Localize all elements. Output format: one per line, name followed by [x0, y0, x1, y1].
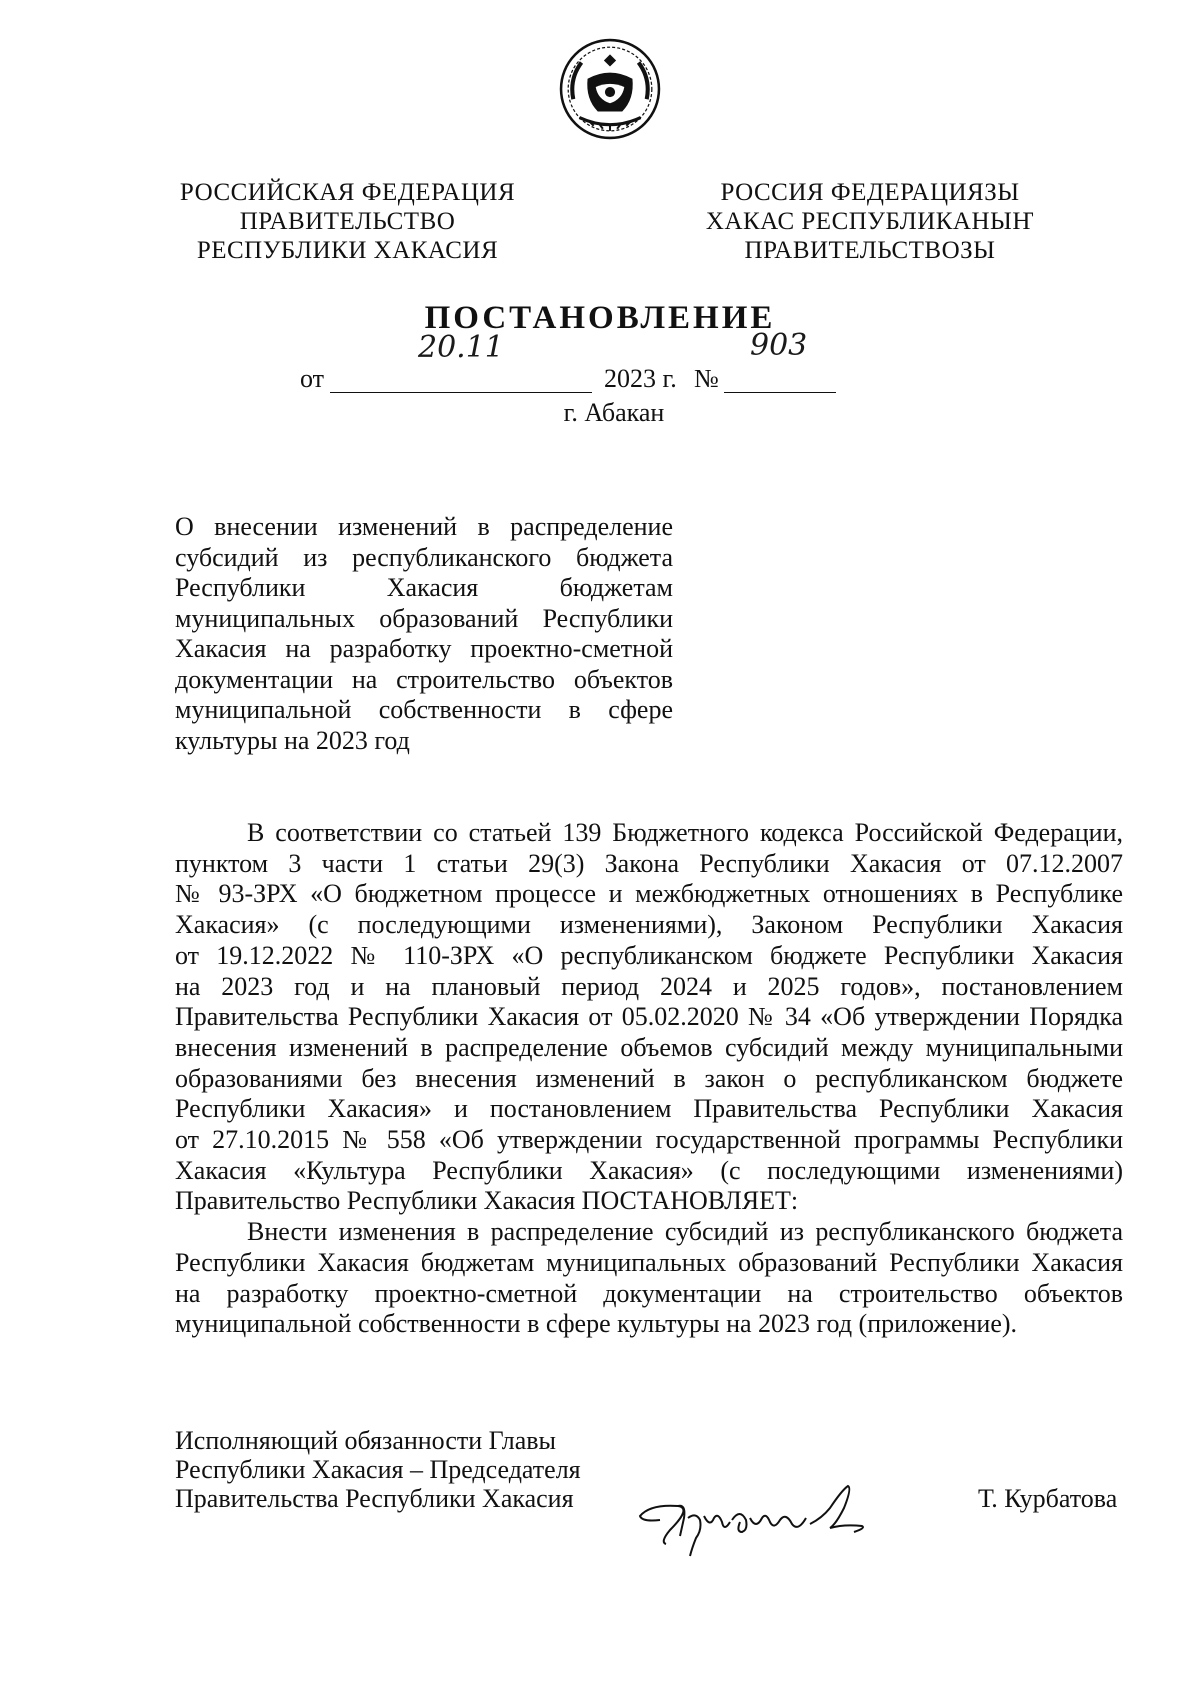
header-left-line-3: РЕСПУБЛИКИ ХАКАСИЯ	[196, 237, 499, 264]
header-right-line-3: ПРАВИТЕЛЬСТВОЗЫ	[744, 237, 996, 264]
subject-line: Хакасия на разработку проектно-сметной	[175, 634, 673, 663]
date-handwritten: 20.11	[418, 330, 504, 365]
header-right-line-1: РОССИЯ ФЕДЕРАЦИЯЗЫ	[720, 179, 1020, 206]
handwritten-signature-icon	[630, 1478, 890, 1558]
body-line: образованиями без внесения изменений в закон о республиканском бюджете	[175, 1063, 1123, 1093]
header-left	[175, 178, 520, 265]
body-line: от 27.10.2015 № 558 «Об утверждении государственной программы Республики	[175, 1125, 1123, 1155]
body-line: Правительства Республики Хакасия от 05.02.2020 № 34 «Об утверждении Порядка	[175, 1002, 1123, 1032]
coat-of-arms-icon	[559, 38, 661, 140]
signatory-position	[175, 1426, 581, 1513]
subject-block	[175, 512, 673, 756]
city-label: г. Абакан	[563, 398, 665, 427]
number-label: №	[694, 364, 719, 393]
body-text	[175, 818, 1123, 1340]
number-handwritten: 903	[750, 328, 808, 363]
body-line: Хакасия «Культура Республики Хакасия» (с последующими изменениями)	[175, 1155, 1123, 1185]
signatory-name: Т. Курбатова	[978, 1484, 1118, 1513]
body-line: пунктом 3 части 1 статьи 29(3) Закона Республики Хакасия от 07.12.2007	[175, 848, 1123, 878]
body-line: № 93-ЗРХ «О бюджетном процессе и межбюджетных отношениях в Республике	[175, 879, 1123, 909]
body-line: на разработку проектно-сметной документации на строительство объектов	[175, 1278, 1123, 1308]
subject-line: документации на строительство объектов	[175, 664, 673, 694]
date-from-label: от	[300, 364, 325, 393]
body-line: Хакасия» (с последующими изменениями), Законом Республики Хакасия	[175, 910, 1123, 940]
subject-line: культуры на 2023 год	[175, 725, 410, 755]
body-line: Внести изменения в распределение субсидий из республиканского бюджета	[247, 1217, 1123, 1247]
signatory-position-line: Республики Хакасия – Председателя	[175, 1455, 581, 1484]
body-line: муниципальной собственности в сфере культуры на 2023 год (приложение).	[175, 1309, 1018, 1339]
number-underline	[724, 392, 836, 393]
signatory-position-line: Правительства Республики Хакасия	[175, 1484, 574, 1513]
header-right	[700, 178, 1040, 265]
body-line: Правительство Республики Хакасия ПОСТАНОВЛЯЕТ:	[175, 1186, 799, 1216]
year-label: 2023 г.	[604, 364, 677, 393]
subject-line: субсидий из республиканского бюджета	[175, 542, 673, 572]
header-left-line-1: РОССИЙСКАЯ ФЕДЕРАЦИЯ	[179, 179, 516, 206]
header-left-line-2: ПРАВИТЕЛЬСТВО	[239, 208, 456, 235]
body-line: Республики Хакасия бюджетам муниципальных образований Республики Хакасия	[175, 1247, 1123, 1277]
body-line: Республики Хакасия» и постановлением Правительства Республики Хакасия	[175, 1094, 1123, 1124]
document-type-title: ПОСТАНОВЛЕНИЕ	[424, 300, 776, 336]
subject-line: Республики Хакасия бюджетам	[175, 573, 673, 602]
subject-line: О внесении изменений в распределение	[175, 512, 673, 541]
body-line: на 2023 год и на плановый период 2024 и 2025 годов», постановлением	[175, 971, 1123, 1001]
body-line: внесения изменений в распределение объемов субсидий между муниципальными	[175, 1032, 1123, 1062]
subject-line: муниципальной собственности в сфере	[175, 695, 673, 724]
header-right-line-2: ХАКАС РЕСПУБЛИКАНЫҤ	[705, 208, 1035, 235]
body-line: В соответствии со статьей 139 Бюджетного кодекса Российской Федерации,	[247, 818, 1123, 847]
signatory-position-line: Исполняющий обязанности Главы	[175, 1426, 556, 1455]
date-underline	[330, 392, 592, 393]
body-line: от 19.12.2022 № 110-ЗРХ «О республиканском бюджете Республики Хакасия	[175, 940, 1123, 970]
subject-line: муниципальных образований Республики	[175, 603, 673, 633]
